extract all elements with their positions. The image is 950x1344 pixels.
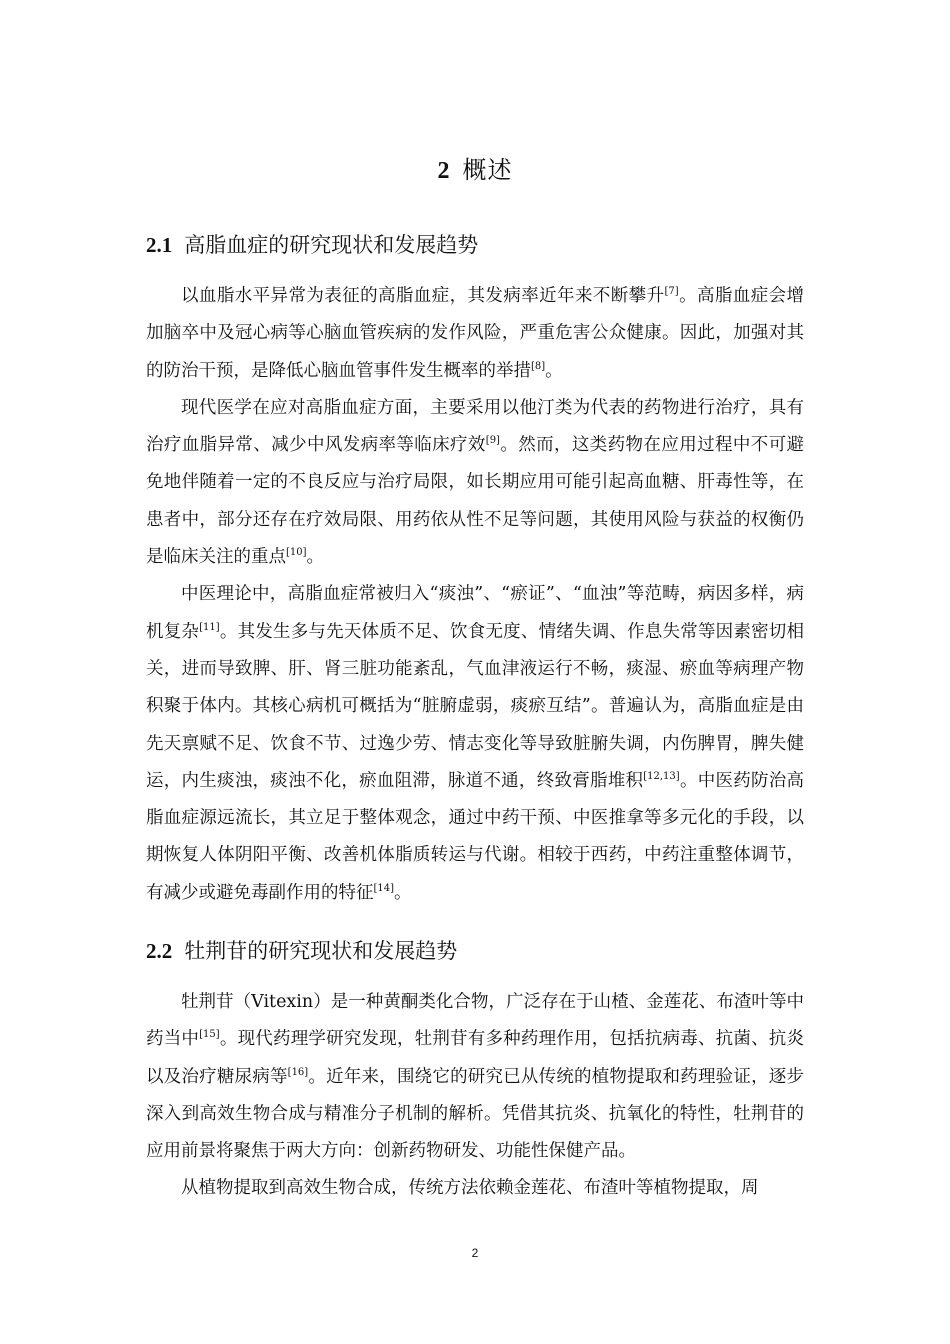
- page-number: 2: [471, 1246, 479, 1260]
- paragraph-text: 现代医学在应对高脂血症方面，主要采用以他汀类为代表的药物进行治疗，具有治疗血脂异常、减少中风发病率等临床疗效: [146, 397, 804, 456]
- paragraph-text: 。现代药理学研究发现，牡荆苷有多种药理作用，包括抗病毒、抗菌、抗炎以及治疗糖尿病等: [146, 1029, 805, 1087]
- paragraph-text: 。: [306, 547, 325, 568]
- citation-ref: [8]: [531, 360, 546, 372]
- paragraph: [146, 390, 804, 576]
- paragraph-text: 从植物提取到高效生物合成，传统方法依赖金莲花、布渣叶等植物提取，周: [181, 1178, 759, 1199]
- paragraph-text: 。近年来，围绕它的研究已从传统的植物提取和药理验证，逐步深入到高效生物合成与精准分子机制的解析。凭借其抗炎、抗氧化的特性，牡荆苷的应用前景将聚焦于两大方向：创新药物研发、功能性保健产品。: [146, 1066, 805, 1162]
- paragraph-text: 。其发生多与先天体质不足、饮食无度、情绪失调、作息失常等因素密切相关，进而导致脾、肝、肾三脏功能紊乱，气血津液运行不畅，痰湿、瘀血等病理产物积聚于体内。其核心病机可概括为“脏腑虚弱，痰瘀互结”。普遍认为，高脂血症是由先天禀赋不足、饮食不节、过逸少劳、情志变化等导致脏腑失调，内伤脾胃，脾失健运，内生痰浊，痰浊不化，瘀血阻滞，脉道不通，终致膏脂堆积: [146, 621, 805, 791]
- chapter-title: [0, 150, 950, 185]
- section-title-text: 高脂血症的研究现状和发展趋势: [184, 233, 479, 257]
- section-2-2-body: [146, 984, 804, 1208]
- paragraph-text: 。高脂血症会增加脑卒中及冠心病等心脑血管疾病的发作风险，严重危害公众健康。因此，加强对其的防治干预，是降低心脑血管事件发生概率的举措: [146, 286, 805, 381]
- citation-ref: [15]: [199, 1029, 220, 1041]
- paragraph-text: 。中医药防治高脂血症源远流长，其立足于整体观念，通过中药干预、中医推拿等多元化的手段，以期恢复人体阴阳平衡、改善机体脂质转运与代谢。相较于西药，中药注重整体调节，有减少或避免毒副作用的特征: [146, 770, 804, 903]
- citation-ref: [11]: [199, 621, 220, 633]
- citation-ref: [12,13]: [643, 771, 680, 783]
- citation-ref: [16]: [287, 1066, 309, 1078]
- section-2-1-body: [146, 278, 804, 912]
- paragraph-text: 牡荆苷（Vitexin）是一种黄酮类化合物，广泛存在于山楂、金莲花、布渣叶等中药当中: [146, 992, 804, 1050]
- citation-ref: [7]: [664, 286, 679, 298]
- section-heading-2-2: [146, 935, 457, 965]
- paragraph-text: 。: [545, 360, 563, 381]
- paragraph-text: 。: [394, 882, 412, 903]
- section-heading-2-1: [146, 229, 478, 259]
- paragraph-text: 。然而，这类药物在应用过程中不可避免地伴随着一定的不良反应与治疗局限，如长期应用可能引起高血糖、肝毒性等，在患者中，部分还存在疗效局限、用药依从性不足等问题，其使用风险与获益的权衡仍是临床关注的重点: [146, 435, 804, 568]
- section-number: 2.1: [146, 233, 173, 257]
- citation-ref: [10]: [286, 547, 307, 559]
- paragraph: [146, 984, 804, 1170]
- chapter-number: 2: [437, 158, 451, 184]
- citation-ref: [9]: [485, 435, 500, 447]
- paragraph: [146, 1170, 804, 1207]
- section-title-text: 牡荆苷的研究现状和发展趋势: [184, 939, 458, 963]
- paragraph: [146, 278, 804, 390]
- citation-ref: [14]: [373, 882, 395, 894]
- paragraph-text: 中医理论中，高脂血症常被归入“痰浊”、“瘀证”、“血浊”等范畴，病因多样，病机复杂: [146, 584, 804, 642]
- chapter-title-text: 概述: [462, 156, 513, 184]
- paragraph: [146, 576, 804, 912]
- section-number: 2.2: [146, 939, 173, 963]
- paragraph-text: 以血脂水平异常为表征的高脂血症，其发病率近年来不断攀升: [181, 286, 665, 306]
